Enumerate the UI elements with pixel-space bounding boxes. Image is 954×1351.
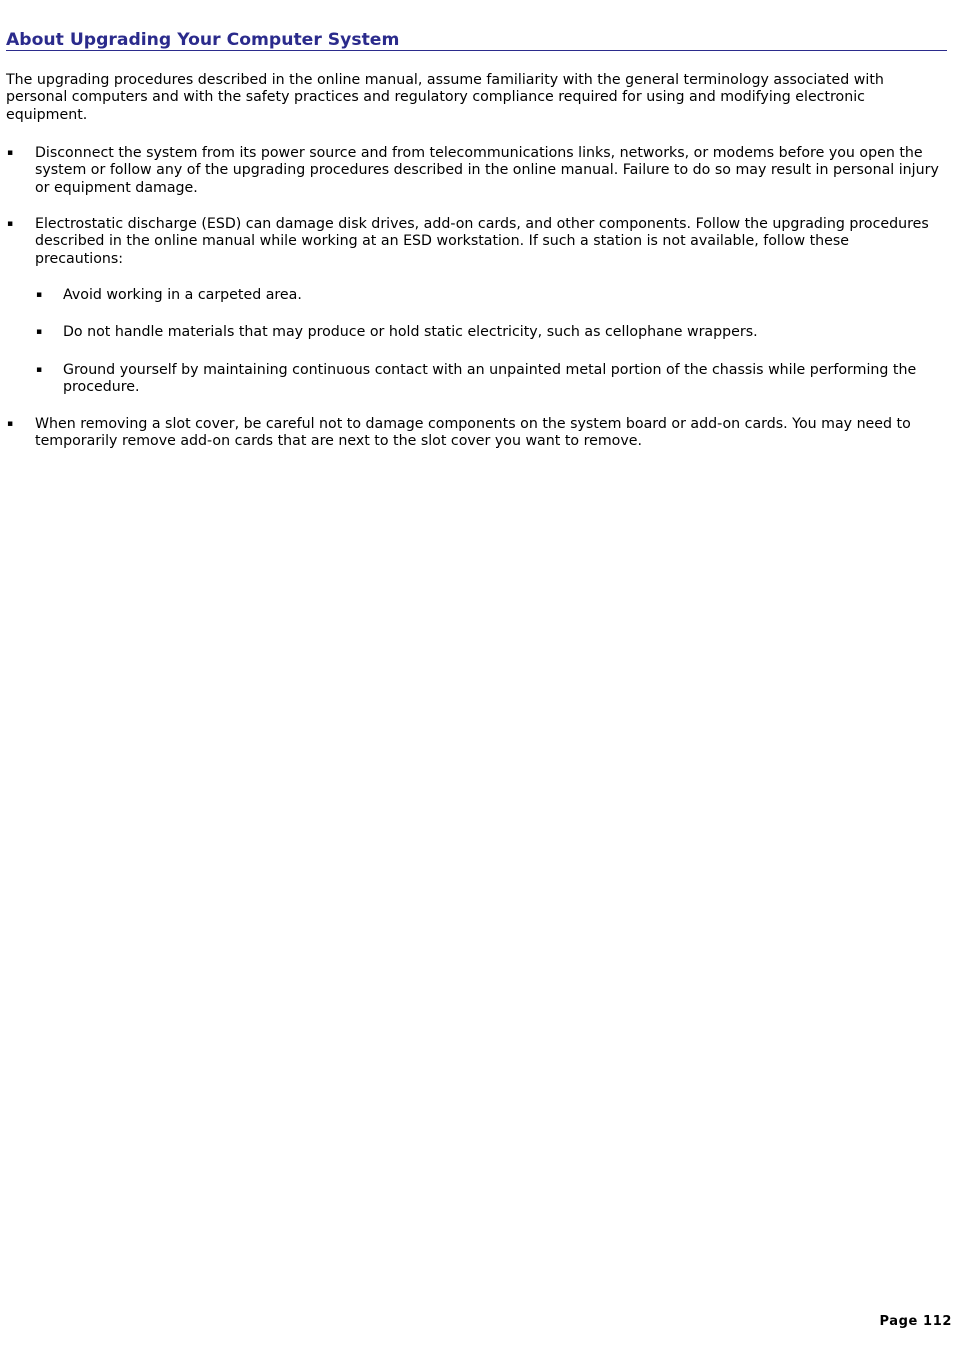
list-item: Disconnect the system from its power source and from telecommunications links, networks, or modems before you open the system or follow any of the upgrading procedures described in the online manual. Failure to do so may result in personal injury or equipment damage.: [35, 145, 939, 196]
bullet-marker: ▪: [7, 219, 14, 229]
list-item: When removing a slot cover, be careful not to damage components on the system board or add-on cards. You may need to temporarily remove add-on cards that are next to the slot cover you want to remove.: [35, 416, 911, 450]
sub-list-item: Ground yourself by maintaining continuous contact with an unpainted metal portion of the chassis while performing the procedure.: [63, 362, 917, 396]
sub-list-item: Avoid working in a carpeted area.: [63, 287, 302, 303]
bullet-marker: ▪: [7, 148, 14, 158]
sub-list-item: Do not handle materials that may produce or hold static electricity, such as cellophane wrappers.: [63, 324, 758, 340]
sub-bullet-marker: ▪: [36, 327, 43, 337]
page-title: About Upgrading Your Computer System: [6, 30, 947, 51]
sub-bullet-marker: ▪: [36, 290, 43, 300]
intro-paragraph: The upgrading procedures described in the online manual, assume familiarity with the general terminology associated with personal computers and with the safety practices and regulatory compliance required for using and modifying electronic equipment.: [6, 72, 884, 123]
page-number: Page 112: [879, 1314, 952, 1329]
sub-bullet-marker: ▪: [36, 365, 43, 375]
list-item: Electrostatic discharge (ESD) can damage disk drives, add-on cards, and other components. Follow the upgrading procedures described in the online manual while working at an ESD workstation. If such a station is not available, follow these precautions:: [35, 216, 929, 267]
bullet-marker: ▪: [7, 419, 14, 429]
